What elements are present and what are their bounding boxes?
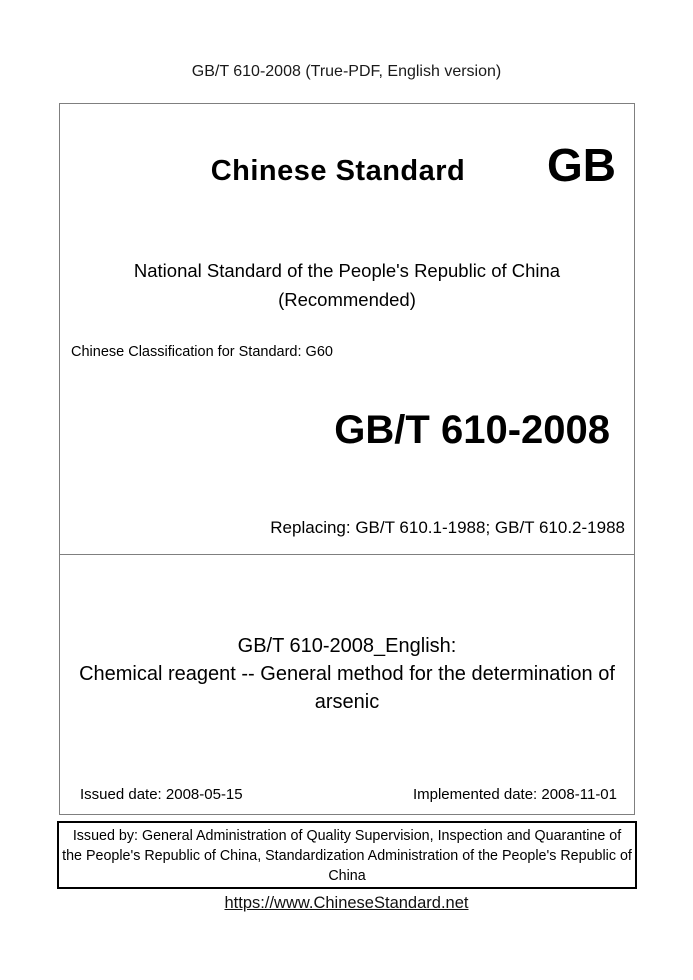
website-link[interactable]: https://www.ChineseStandard.net	[224, 894, 469, 912]
cover-title: Chinese Standard	[210, 155, 466, 187]
national-standard-line: National Standard of the People's Republic of China	[133, 260, 561, 281]
footer	[0, 894, 693, 914]
issuer-line: Issued by: General Administration of Quality Supervision, Inspection and Quarantine of	[72, 828, 622, 844]
english-title-block	[60, 632, 634, 716]
english-title-label: GB/T 610-2008_English:	[237, 635, 457, 657]
implemented-date: Implemented date: 2008-11-01	[412, 786, 617, 803]
replacing-line: Replacing: GB/T 610.1-1988; GB/T 610.2-1988	[270, 518, 625, 537]
issuer-line: the People's Republic of China, Standardization Administration of the People's Republic of	[62, 848, 632, 864]
standard-number: GB/T 610-2008	[334, 408, 610, 452]
english-title: Chemical reagent -- General method for the determination of arsenic	[79, 663, 615, 713]
document-header-label: GB/T 610-2008 (True-PDF, English version)	[191, 63, 502, 80]
gb-logo: GB	[547, 139, 616, 191]
issuer-box	[57, 821, 637, 889]
issuer-line: China	[328, 868, 366, 884]
section-divider	[59, 554, 635, 555]
standard-cover-box	[59, 103, 635, 815]
recommended-line: (Recommended)	[278, 289, 416, 310]
issued-date: Issued date: 2008-05-15	[80, 786, 243, 803]
national-standard-block	[60, 256, 634, 314]
classification-line: Chinese Classification for Standard: G60	[71, 344, 333, 360]
dates-row	[80, 786, 617, 804]
